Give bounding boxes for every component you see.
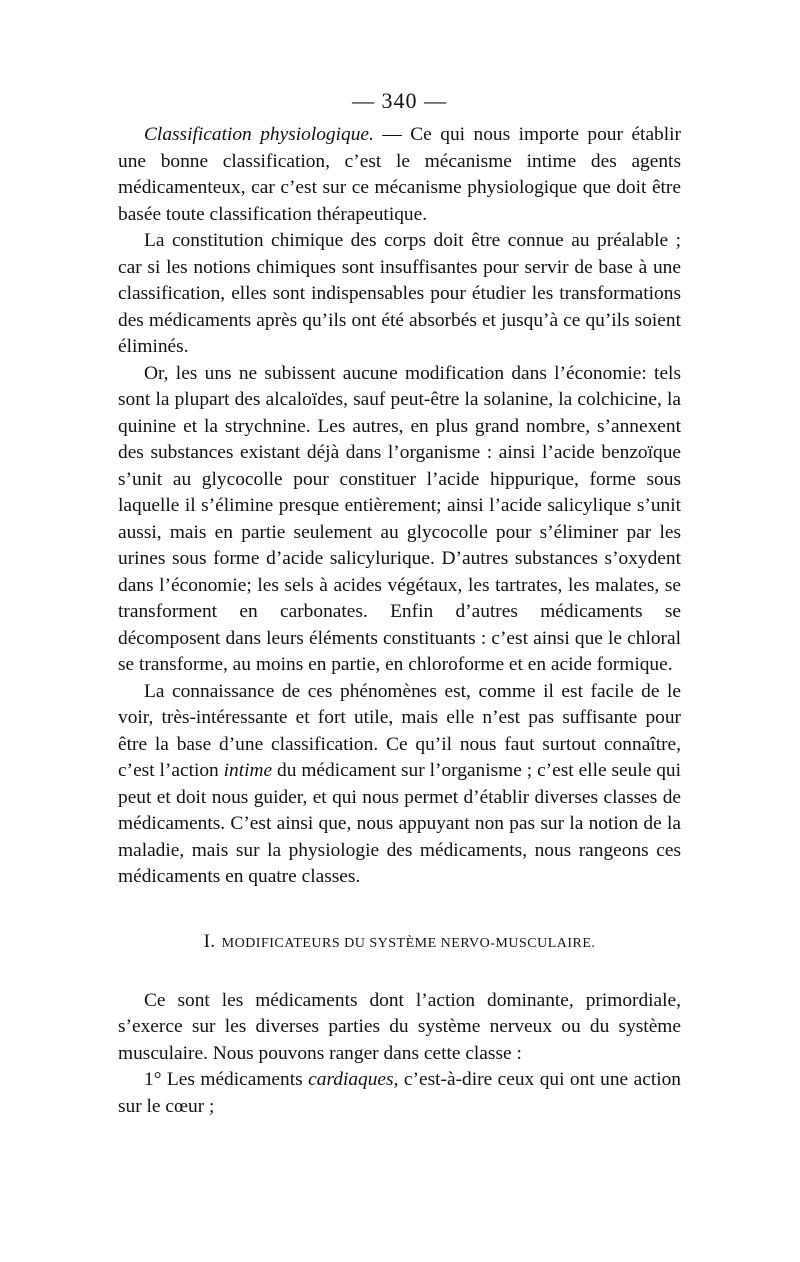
paragraph-text: , c’est-à-dire ceux qui ont une action sur le cœur ; (118, 1069, 681, 1117)
paragraph-text: du médicament sur l’organisme ; c’est elle seule qui peut et doit nous guider, et qui nous permet d’établir diverses classes de médicaments. C’est ainsi que, nous appuyant non pas sur la notion de la maladie, mais sur la physiologie des médicaments, nous rangeons ces médicaments en quatre classes. (118, 760, 682, 888)
paragraph-class-definition: Ce sont les médicaments dont l’action dominante, primordiale, s’exerce sur les diverses parties du système nerveux ou du système musculaire. Nous pouvons ranger dans cette classe : (118, 989, 681, 1064)
page-number: — 340 — (352, 88, 447, 113)
italic-word: intime (223, 760, 273, 782)
section-number: I. (203, 930, 216, 952)
paragraph-list-item-1 (118, 1067, 681, 1120)
paragraph-text: 1° Les médicaments (144, 1069, 309, 1091)
paragraph-text: — Ce qui nous importe pour établir une bonne classification, c’est le mécanisme intime des agents médicamenteux, car c’est sur ce mécanisme physiologique que doit être basée toute classification thérapeutique. (118, 124, 681, 225)
paragraph-lead-title: Classification physiologique. (144, 124, 374, 146)
section-heading (118, 931, 681, 954)
book-page (118, 88, 681, 1120)
paragraph-chemical-constitution: La constitution chimique des corps doit être connue au préalable ; car si les notions chimiques sont insuffisantes pour servir de base à une classification, elles sont indispensables pour étudier les transformations des médicaments après qu’ils ont été absorbés et jusqu’à ce qu’ils soient éliminés. (118, 230, 681, 358)
paragraph-action-intime (118, 679, 681, 891)
italic-word: cardiaques (308, 1069, 394, 1091)
section-title: MODIFICATEURS DU SYSTÈME NERVO-MUSCULAIRE. (221, 935, 596, 951)
paragraph-transformations: Or, les uns ne subissent aucune modification dans l’économie: tels sont la plupart des alcaloïdes, sauf peut-être la solanine, la colchicine, la quinine et la strychnine. Les autres, en plus grand nombre, s’annexent des substances existant déjà dans l’organisme : ainsi l’acide benzoïque s’unit au glycocolle pour constituer l’acide hippurique, forme sous laquelle il s’élimine presque entièrement; ainsi l’acide salicylique s’unit aussi, mais en partie seulement au glycocolle pour s’éliminer par les urines sous forme d’acide salicylurique. D’autres substances s’oxydent dans l’économie; les sels à acides végétaux, les tartrates, les malates, se transforment en carbonates. Enfin d’autres médicaments se décomposent dans leurs éléments constituants : c’est ainsi que le chloral se transforme, au moins en partie, en chloroforme et en acide formique. (118, 362, 681, 676)
paragraph-classification (118, 122, 681, 228)
paragraph-text: La connaissance de ces phénomènes est, comme il est facile de le voir, très-intéressante et fort utile, mais elle n’est pas suffisante pour être la base d’une classification. Ce qu’il nous faut surtout connaître, c’est l’action (118, 680, 681, 782)
